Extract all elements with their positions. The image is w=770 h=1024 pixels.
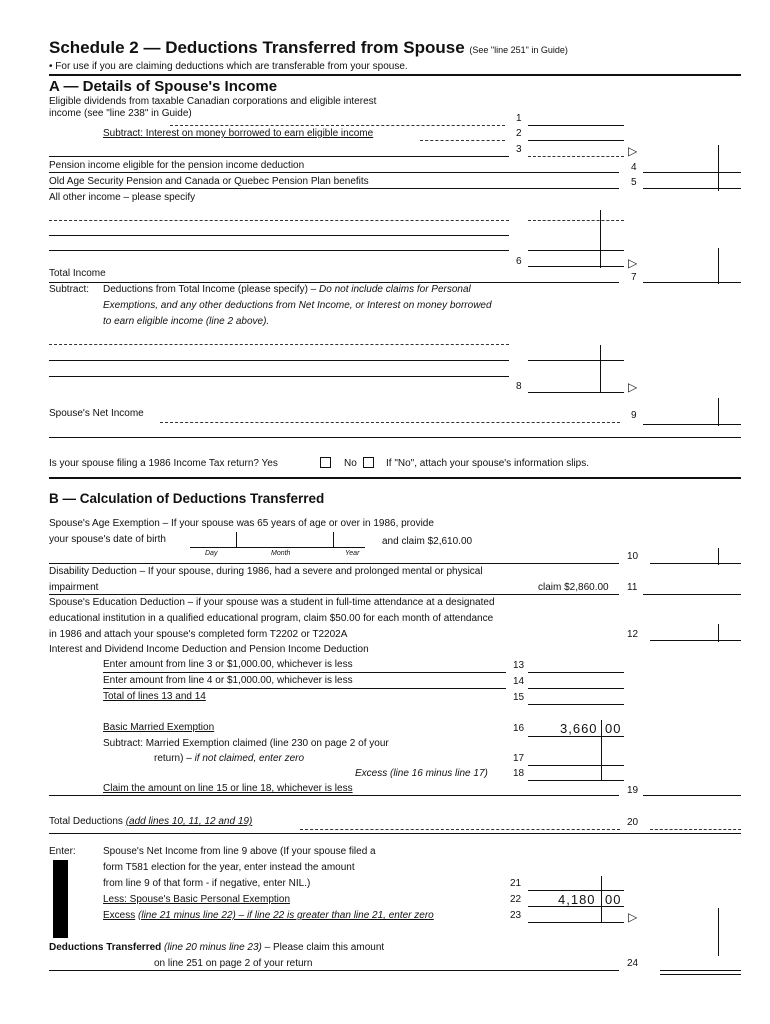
married-claimed-text-2a: return) –	[154, 753, 192, 764]
married-claimed-text-1: Subtract: Married Exemption claimed (line 230 on page 2 of your	[103, 738, 389, 749]
amount-field-line-12[interactable]	[650, 640, 741, 641]
amount-field-line-14[interactable]	[528, 688, 624, 689]
line-number-1: 1	[516, 113, 522, 124]
claim-15-18-text: Claim the amount on line 15 or line 18, whichever is less	[103, 783, 353, 794]
line-number-22: 22	[510, 894, 522, 905]
arrow-icon: ▷	[628, 910, 638, 924]
dob-field[interactable]	[190, 547, 365, 548]
eligible-dividends-text-2: income (see "line 238" in Guide)	[49, 108, 192, 119]
cents-divider	[601, 720, 602, 780]
age-exemption-text-2: your spouse's date of birth	[49, 534, 166, 545]
leader-dashes	[420, 140, 505, 141]
rule	[49, 594, 619, 595]
line-number-10: 10	[627, 551, 639, 562]
cents-divider	[718, 145, 719, 191]
rule	[528, 360, 624, 361]
amount-field-line-5[interactable]	[643, 188, 741, 189]
amount-field-line-9[interactable]	[643, 424, 741, 425]
cents-divider	[601, 876, 602, 922]
arrow-icon: ▷	[628, 380, 638, 394]
basic-personal-value: 4,180	[558, 892, 596, 907]
line-number-19: 19	[627, 785, 639, 796]
excess-21-22-note: (line 21 minus line 22) – if line 22 is greater than line 21, enter zero	[138, 910, 434, 921]
net-income-text-3: from line 9 of that form - if negative, enter NIL.)	[103, 878, 311, 889]
total-13-14-text: Total of lines 13 and 14	[103, 691, 206, 702]
line-number-5: 5	[631, 177, 637, 188]
basic-married-cents: 00	[605, 721, 622, 736]
excess-16-17-text: Excess (line 16 minus line 17)	[355, 768, 488, 779]
oas-cpp-text: Old Age Security Pension and Canada or Quebec Pension Plan benefits	[49, 176, 369, 187]
amount-field-line-10[interactable]	[650, 563, 741, 564]
leader-dashes	[170, 125, 505, 126]
rule	[49, 795, 619, 796]
rule	[49, 437, 741, 438]
education-text-3: in 1986 and attach your spouse's completed form T2202 or T2202A	[49, 629, 348, 640]
amount-field-line-16[interactable]	[528, 736, 624, 737]
rule	[103, 688, 506, 689]
basic-married-text: Basic Married Exemption	[103, 722, 215, 733]
age-claim-text: and claim $2,610.00	[382, 536, 473, 547]
deductions-transferred-instruction: – Please claim this amount	[264, 942, 385, 953]
section-b-heading: B — Calculation of Deductions Transferred	[49, 491, 325, 506]
total-deductions-label: Total Deductions	[49, 816, 123, 827]
deductions-transferred-text-2: on line 251 on page 2 of your return	[154, 958, 313, 969]
schedule-subtitle: • For use if you are claiming deductions which are transferable from your spouse.	[49, 61, 408, 72]
line-number-13: 13	[513, 660, 525, 671]
basic-married-value: 3,660	[560, 721, 598, 736]
disability-text-2: impairment	[49, 582, 99, 593]
rule	[49, 970, 619, 971]
double-rule	[660, 974, 741, 975]
rule	[49, 833, 741, 834]
amount-field-line-8[interactable]	[528, 392, 624, 393]
other-income-amount-1[interactable]	[528, 220, 624, 221]
line-number-11: 11	[627, 582, 638, 593]
deductions-text-1b: Do not include claims for Personal	[319, 284, 471, 295]
education-text-2: educational institution in a qualified educational program, claim $50.00 for each month of attendance	[49, 613, 494, 624]
amount-field-line-19[interactable]	[643, 795, 741, 796]
amount-field-line-4[interactable]	[643, 172, 741, 173]
amount-field-line-7[interactable]	[643, 282, 741, 283]
title-text: Schedule 2 — Deductions Transferred from Spouse	[49, 38, 465, 57]
line-number-21: 21	[510, 878, 522, 889]
line-number-18: 18	[513, 768, 525, 779]
amount-field-line-1[interactable]	[528, 125, 624, 126]
total-deductions-text	[49, 816, 252, 828]
filing-no-label: No	[344, 458, 357, 469]
amount-field-line-24[interactable]	[660, 970, 741, 971]
filing-note: If "No", attach your spouse's information slips.	[386, 458, 589, 469]
black-marker-bar	[53, 860, 68, 938]
amount-field-line-15[interactable]	[528, 704, 624, 705]
disability-text-1: Disability Deduction – If your spouse, during 1986, had a severe and prolonged mental or physical	[49, 566, 483, 577]
schedule-title	[49, 38, 568, 58]
dob-divider	[333, 532, 334, 548]
leader-dashes	[160, 422, 620, 423]
other-income-field-2[interactable]	[49, 235, 509, 236]
filing-no-checkbox[interactable]	[363, 457, 374, 468]
deduction-field-1[interactable]	[49, 344, 509, 345]
filing-yes-checkbox[interactable]	[320, 457, 331, 468]
cents-divider	[600, 210, 601, 268]
cents-divider	[718, 248, 719, 284]
spouse-net-income-text: Spouse's Net Income	[49, 408, 144, 419]
amount-field-line-6[interactable]	[528, 266, 624, 267]
dob-year-label: Year	[345, 550, 360, 557]
eligible-dividends-text-1: Eligible dividends from taxable Canadian corporations and eligible interest	[49, 96, 377, 107]
interest-dividend-heading: Interest and Dividend Income Deduction and Pension Income Deduction	[49, 644, 369, 655]
amount-field-line-18[interactable]	[528, 780, 624, 781]
total-deductions-note: (add lines 10, 11, 12 and 19)	[125, 816, 253, 827]
rule	[49, 172, 619, 173]
line-number-23: 23	[510, 910, 522, 921]
line-number-4: 4	[631, 162, 637, 173]
rule	[49, 156, 509, 157]
married-claimed-note: if not claimed, enter zero	[194, 753, 305, 764]
amount-field-line-2[interactable]	[528, 140, 624, 141]
other-income-field-1[interactable]	[49, 220, 509, 221]
line-number-3: 3	[516, 144, 522, 155]
dob-day-label: Day	[205, 550, 218, 557]
line-number-2: 2	[516, 128, 522, 139]
filing-question-text: Is your spouse filing a 1986 Income Tax return? Yes	[49, 458, 278, 469]
cents-divider	[600, 345, 601, 393]
rule	[528, 250, 624, 251]
cents-divider	[718, 908, 719, 956]
amount-field-line-17[interactable]	[528, 765, 624, 766]
subtract-label: Subtract:	[49, 284, 90, 295]
line-number-16: 16	[513, 723, 525, 734]
education-text-1: Spouse's Education Deduction – if your spouse was a student in full-time attendance at a designated	[49, 597, 495, 608]
line-number-14: 14	[513, 676, 525, 687]
dob-month-label: Month	[271, 550, 291, 557]
deductions-transferred-label: Deductions Transferred	[49, 942, 162, 953]
less-basic-text: Less: Spouse's Basic Personal Exemption	[103, 894, 291, 905]
line-number-8: 8	[516, 381, 522, 392]
other-income-text: All other income – please specify	[49, 192, 196, 203]
line-number-6: 6	[516, 256, 522, 267]
dob-divider	[236, 532, 237, 548]
deductions-text-2: Exemptions, and any other deductions from Net Income, or Interest on money borrowed	[103, 300, 492, 311]
line-number-17: 17	[513, 753, 525, 764]
filing-question	[49, 458, 278, 470]
enter-line4-text: Enter amount from line 4 or $1,000.00, whichever is less	[103, 675, 353, 686]
arrow-icon: ▷	[628, 256, 638, 270]
amount-field-line-13[interactable]	[528, 672, 624, 673]
disability-claim: claim $2,860.00	[538, 582, 609, 593]
amount-field-line-3[interactable]	[528, 156, 624, 157]
line-number-24: 24	[627, 958, 639, 969]
deductions-text-3: to earn eligible income (line 2 above).	[103, 316, 270, 327]
cents-divider	[718, 398, 719, 426]
section-a-heading: A — Details of Spouse's Income	[49, 78, 278, 95]
rule	[49, 188, 619, 189]
header-rule	[49, 74, 741, 76]
deductions-text-1	[103, 284, 471, 296]
amount-field-line-11[interactable]	[643, 594, 741, 595]
amount-field-line-21[interactable]	[528, 890, 624, 891]
arrow-icon: ▷	[628, 144, 638, 158]
deduction-field-3[interactable]	[49, 376, 509, 377]
deductions-text-1a: Deductions from Total Income (please specify) –	[103, 284, 317, 295]
amount-field-line-23[interactable]	[528, 922, 624, 923]
deductions-transferred-text	[49, 942, 384, 954]
rule	[49, 563, 619, 564]
subtract-interest-text: Subtract: Interest on money borrowed to earn eligible income	[103, 128, 374, 139]
married-claimed-text-2	[154, 753, 304, 765]
rule	[103, 672, 506, 673]
enter-label: Enter:	[49, 846, 76, 857]
cents-divider	[718, 548, 719, 565]
line-number-15: 15	[513, 692, 525, 703]
line-number-9: 9	[631, 410, 637, 421]
other-income-field-3[interactable]	[49, 250, 509, 251]
deduction-field-2[interactable]	[49, 360, 509, 361]
net-income-text-1: Spouse's Net Income from line 9 above (If your spouse filed a	[103, 846, 376, 857]
title-note: (See "line 251" in Guide)	[469, 45, 568, 55]
excess-21-22-text	[103, 910, 434, 922]
pension-income-text: Pension income eligible for the pension income deduction	[49, 160, 305, 171]
total-income-text: Total Income	[49, 268, 106, 279]
line-number-20: 20	[627, 817, 639, 828]
rule	[49, 282, 619, 283]
excess-21-22-label: Excess	[103, 910, 136, 921]
leader-dashes	[300, 829, 620, 830]
enter-line3-text: Enter amount from line 3 or $1,000.00, whichever is less	[103, 659, 353, 670]
amount-field-line-20[interactable]	[650, 829, 741, 830]
line-number-7: 7	[631, 272, 637, 283]
deductions-transferred-note: (line 20 minus line 23)	[164, 942, 262, 953]
line-number-12: 12	[627, 629, 639, 640]
basic-personal-cents: 00	[605, 892, 622, 907]
rule	[49, 477, 741, 479]
cents-divider	[718, 624, 719, 642]
net-income-text-2: form T581 election for the year, enter instead the amount	[103, 862, 355, 873]
age-exemption-text-1: Spouse's Age Exemption – If your spouse was 65 years of age or over in 1986, provide	[49, 518, 434, 529]
